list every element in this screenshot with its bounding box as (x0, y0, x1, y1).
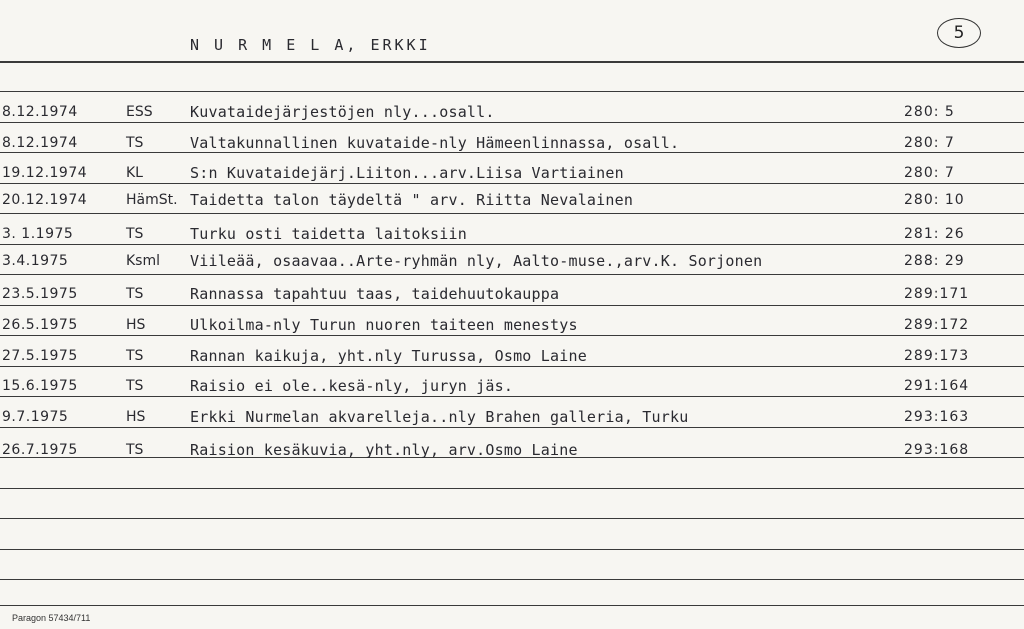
entry-reference: 280: 7 (904, 135, 955, 151)
entry-date: 3.4.1975 (2, 253, 69, 269)
entry-reference: 293:163 (904, 409, 970, 425)
ruled-line (0, 488, 1024, 489)
entry-date: 27.5.1975 (2, 348, 78, 364)
entry-source: TS (126, 135, 144, 151)
ruled-line (0, 91, 1024, 92)
entry-text: Valtakunnallinen kuvataide-nly Hämeenlinnassa, osall. (190, 134, 680, 152)
entry-text: Rannan kaikuja, yht.nly Turussa, Osmo Laine (190, 347, 587, 365)
entry-source: TS (126, 348, 144, 364)
entry-date: 19.12.1974 (2, 165, 88, 181)
entry-text: Turku osti taidetta laitoksiin (190, 225, 467, 243)
entry-date: 3. 1.1975 (2, 226, 74, 242)
entry-text: Kuvataidejärjestöjen nly...osall. (190, 103, 495, 121)
entry-reference: 288: 29 (904, 253, 965, 269)
entry-source: TS (126, 442, 144, 458)
entry-row (0, 187, 1024, 213)
entry-date: 15.6.1975 (2, 378, 78, 394)
entry-source: HS (126, 317, 146, 333)
entry-source: ESS (126, 104, 153, 120)
entry-source: TS (126, 226, 144, 242)
entry-source: KL (126, 165, 143, 181)
entry-row (0, 373, 1024, 399)
card-heading: N U R M E L A, ERKKI (190, 36, 431, 54)
ruled-line (0, 61, 1024, 63)
ruled-line (0, 605, 1024, 606)
entry-source: HS (126, 409, 146, 425)
entry-row (0, 160, 1024, 186)
printer-imprint: Paragon 57434/711 (12, 613, 91, 623)
ruled-line (0, 579, 1024, 580)
entry-date: 8.12.1974 (2, 135, 78, 151)
entry-text: S:n Kuvataidejärj.Liiton...arv.Liisa Vartiainen (190, 164, 624, 182)
entry-date: 8.12.1974 (2, 104, 78, 120)
entry-row (0, 343, 1024, 369)
ruled-line (0, 518, 1024, 519)
entry-text: Raisio ei ole..kesä-nly, juryn jäs. (190, 377, 514, 395)
entry-row (0, 404, 1024, 430)
entry-reference: 281: 26 (904, 226, 965, 242)
entry-date: 23.5.1975 (2, 286, 78, 302)
entry-text: Ulkoilma-nly Turun nuoren taiteen menestys (190, 316, 578, 334)
entry-text: Taidetta talon täydeltä " arv. Riitta Nevalainen (190, 191, 634, 209)
entry-date: 9.7.1975 (2, 409, 69, 425)
entry-row (0, 312, 1024, 338)
entry-row (0, 130, 1024, 156)
entry-reference: 289:172 (904, 317, 970, 333)
entry-date: 26.5.1975 (2, 317, 78, 333)
entry-source: TS (126, 286, 144, 302)
entry-row (0, 99, 1024, 125)
entry-text: Erkki Nurmelan akvarelleja..nly Brahen galleria, Turku (190, 408, 689, 426)
entry-text: Rannassa tapahtuu taas, taidehuutokauppa (190, 285, 560, 303)
entry-row (0, 281, 1024, 307)
entry-text: Viileää, osaavaa..Arte-ryhmän nly, Aalto-muse.,arv.K. Sorjonen (190, 252, 763, 270)
ruled-line (0, 274, 1024, 275)
entry-reference: 293:168 (904, 442, 970, 458)
entry-reference: 289:173 (904, 348, 970, 364)
ruled-line (0, 549, 1024, 550)
entry-reference: 280: 5 (904, 104, 955, 120)
entry-reference: 280: 10 (904, 192, 965, 208)
entry-text: Raision kesäkuvia, yht.nly, arv.Osmo Laine (190, 441, 578, 459)
entry-reference: 289:171 (904, 286, 970, 302)
entry-date: 20.12.1974 (2, 192, 88, 208)
entry-row (0, 437, 1024, 463)
entry-row (0, 248, 1024, 274)
entry-source: HämSt. (126, 192, 178, 208)
entry-reference: 280: 7 (904, 165, 955, 181)
card-number-circle: 5 (937, 18, 981, 48)
entry-source: TS (126, 378, 144, 394)
ruled-line (0, 213, 1024, 214)
entry-row (0, 221, 1024, 247)
entry-date: 26.7.1975 (2, 442, 78, 458)
entry-source: Ksml (126, 253, 161, 269)
entry-reference: 291:164 (904, 378, 970, 394)
